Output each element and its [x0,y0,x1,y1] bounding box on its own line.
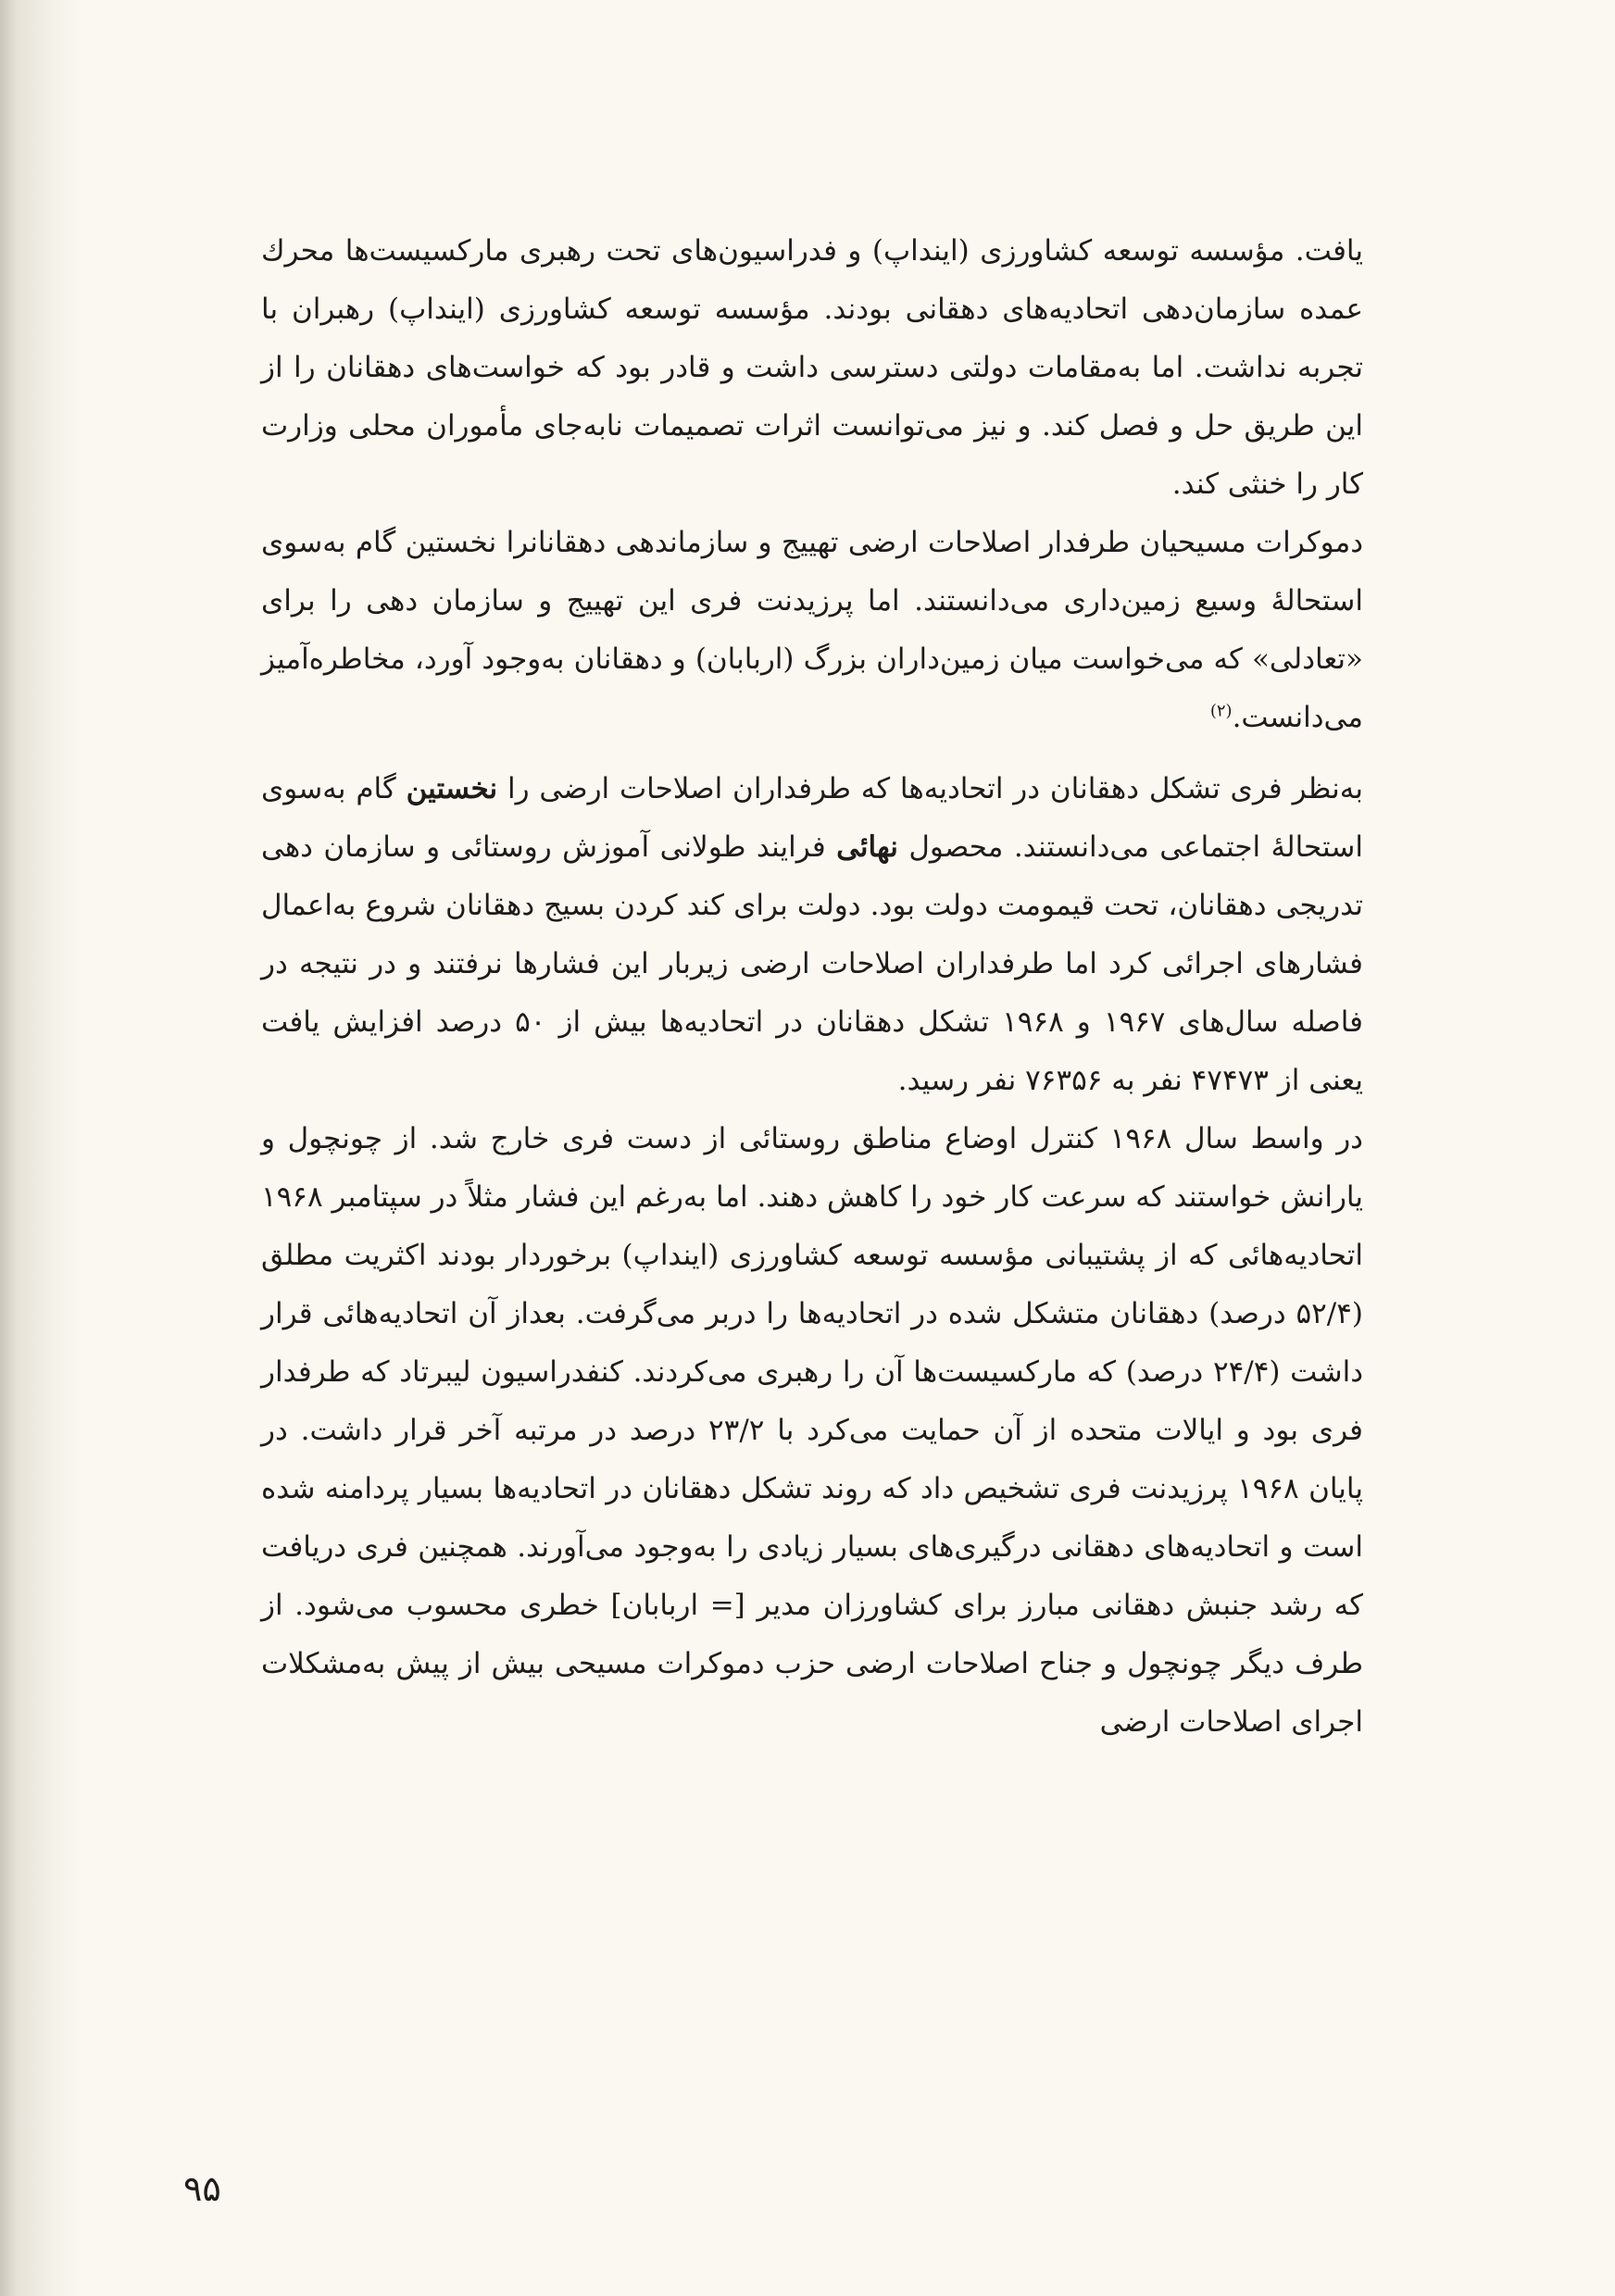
footnote-reference: (۲) [1209,701,1233,721]
paragraph-1 [261,222,1363,514]
paragraph-3 [261,760,1363,1110]
paragraph-3-text-end: فرایند طولانی آموزش روستائی و سازمان دهی تدریجی دهقانان، تحت قیمومت دولت بود. دولت برای کند کردن بسیج دهقانان شروع به‌اعمال فشارهای اجرائی کرد اما طرفداران اصلاحات ارضی زیربار این فشارها نرفتند و در نتیجه در فاصله سال‌های ۱۹۶۷ و ۱۹۶۸ تشکل دهقانان در اتحادیه‌ها بیش از ۵۰ درصد افزایش یافت یعنی از ۴۷۴۷۳ نفر به ۷۶۳۵۶ نفر رسید. [261,830,1363,1097]
paragraph-3-bold-word-1: نخستین [406,772,498,805]
paragraph-1-text: یافت. مؤسسه توسعه کشاورزی (اینداپ) و فدراسیون‌های تحت رهبری مارکسیست‌ها محرك عمده سازمان‌دهی اتحادیه‌های دهقانی بودند. مؤسسه توسعه کشاورزی (اینداپ) رهبران با تجربه نداشت. اما به‌مقامات دولتی دسترسی داشت و قادر بود که خواست‌های دهقانان را از این طریق حل و فصل کند. و نیز می‌توانست اثرات تصمیمات نابه‌جای مأموران محلی وزارت کار را خنثی کند. [261,234,1363,501]
paragraph-3-text-start: به‌نظر فری تشکل دهقانان در اتحادیه‌ها که طرفداران اصلاحات ارضی را [497,772,1363,805]
paragraph-4 [261,1110,1363,1752]
paragraph-3-text-middle: گام به‌سوی استحالهٔ اجتماعی می‌دانستند. محصول [261,772,1364,864]
page-number: ۹۵ [183,2168,221,2209]
paragraph-2-text: دموکرات مسیحیان طرفدار اصلاحات ارضی تهییج و سازماندهی دهقانانرا نخستین گام به‌سوی استحالهٔ وسیع زمین‌داری می‌دانستند. اما پرزیدنت فری این تهییج و سازمان دهی را برای «تعادلی» که می‌خواست میان زمین‌داران بزرگ (اربابان) و دهقانان به‌وجود آورد، مخاطره‌آمیز می‌دانست. [261,526,1363,734]
page-gutter-shadow [0,0,83,2296]
paragraph-3-bold-word-2: نهائی [836,830,898,864]
paragraph-2 [261,514,1363,747]
paragraph-4-text: در واسط سال ۱۹۶۸ کنترل اوضاع مناطق روستائی از دست فری خارج شد. از چونچول و یارانش خواستند که سرعت کار خود را کاهش دهند. اما به‌رغم این فشار مثلاً در سپتامبر ۱۹۶۸ اتحادیه‌هائی که از پشتیبانی مؤسسه توسعه کشاورزی (اینداپ) برخوردار بودند اکثریت مطلق (۵۲/۴ درصد) دهقانان متشکل شده در اتحادیه‌ها را دربر می‌گرفت. بعداز آن اتحادیه‌هائی قرار داشت (۲۴/۴ درصد) که مارکسیست‌ها آن را رهبری می‌کردند. کنفدراسیون لیبرتاد که طرفدار فری بود و ایالات متحده از آن حمایت می‌کرد با ۲۳/۲ درصد در مرتبه آخر قرار داشت. در پایان ۱۹۶۸ پرزیدنت فری تشخیص داد که روند تشکل دهقانان در اتحادیه‌ها بسیار پردامنه شده است و اتحادیه‌های دهقانی درگیری‌های بسیار زیادی را به‌وجود می‌آورند. همچنین فری دریافت که رشد جنبش دهقانی مبارز برای کشاورزان مدیر [= اربابان] خطری محسوب می‌شود. از طرف دیگر چونچول و جناح اصلاحات ارضی حزب دموکرات مسیحی بیش از پیش به‌مشکلات اجرای اصلاحات ارضی [261,1122,1363,1739]
body-text [261,222,1363,1752]
